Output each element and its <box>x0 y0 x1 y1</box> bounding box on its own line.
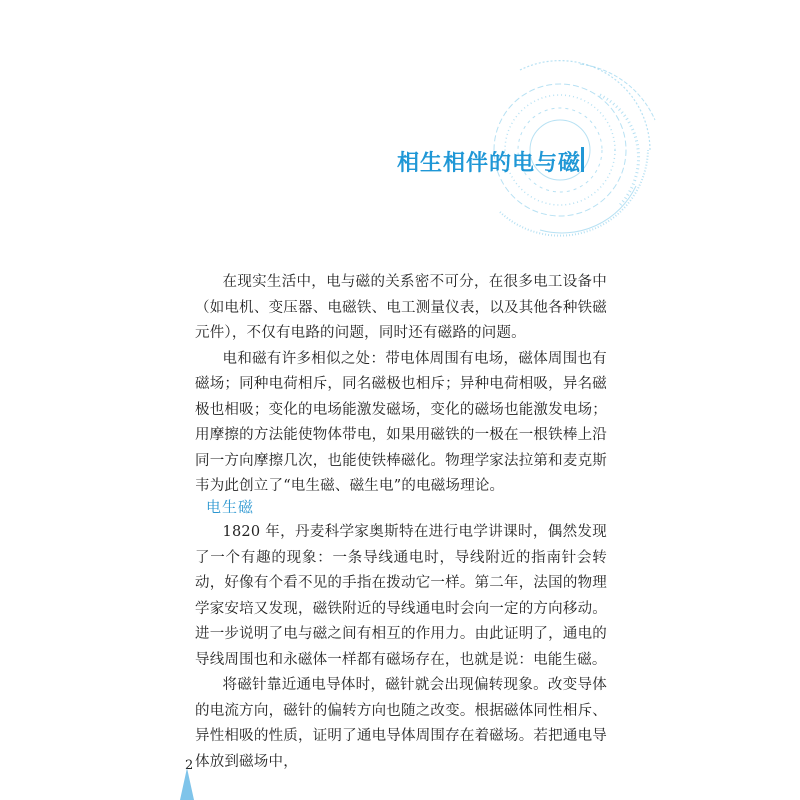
paragraph: 将磁针靠近通电导体时，磁针就会出现偏转现象。改变导体的电流方向，磁针的偏转方向也随之改变。根据磁体同性相斥、异性相吸的性质，证明了通电导体周围存在着磁场。若把通电导体放到磁场中， <box>195 677 607 770</box>
paragraph: 在现实生活中，电与磁的关系密不可分，在很多电工设备中（如电机、变压器、电磁铁、电工测量仪表，以及其他各种铁磁元件），不仅有电路的问题，同时还有磁路的问题。 <box>195 274 607 341</box>
paragraph: 电和磁有许多相似之处：带电体周围有电场，磁体周围也有磁场；同种电荷相斥，同名磁极也相斥；异种电荷相吸，异名磁极也相吸；变化的电场能激发磁场，变化的磁场也能激发电场；用摩擦的方法能使物体带电，如果用磁铁的一极在一根铁棒上沿同一方向摩擦几次，也能使铁棒磁化。物理学家法拉第和麦克斯韦为此创立了“电生磁、磁生电”的电磁场理论。 <box>195 350 607 494</box>
page-number: 2 <box>185 758 194 773</box>
section-heading: 电生磁 <box>206 498 255 516</box>
paragraph: 1820 年，丹麦科学家奥斯特在进行电学讲课时，偶然发现了一个有趣的现象：一条导线通电时，导线附近的指南针会转动，好像有个看不见的手指在拨动它一样。第二年，法国的物理学家安培又发现，磁铁附近的导线通电时会向一定的方向移动。进一步说明了电与磁之间有相互的作用力。由此证明了，通电的导线周围也和永磁体一样都有磁场存在，也就是说：电能生磁。 <box>195 524 607 668</box>
chapter-title: 相生相伴的电与磁 <box>396 151 581 176</box>
